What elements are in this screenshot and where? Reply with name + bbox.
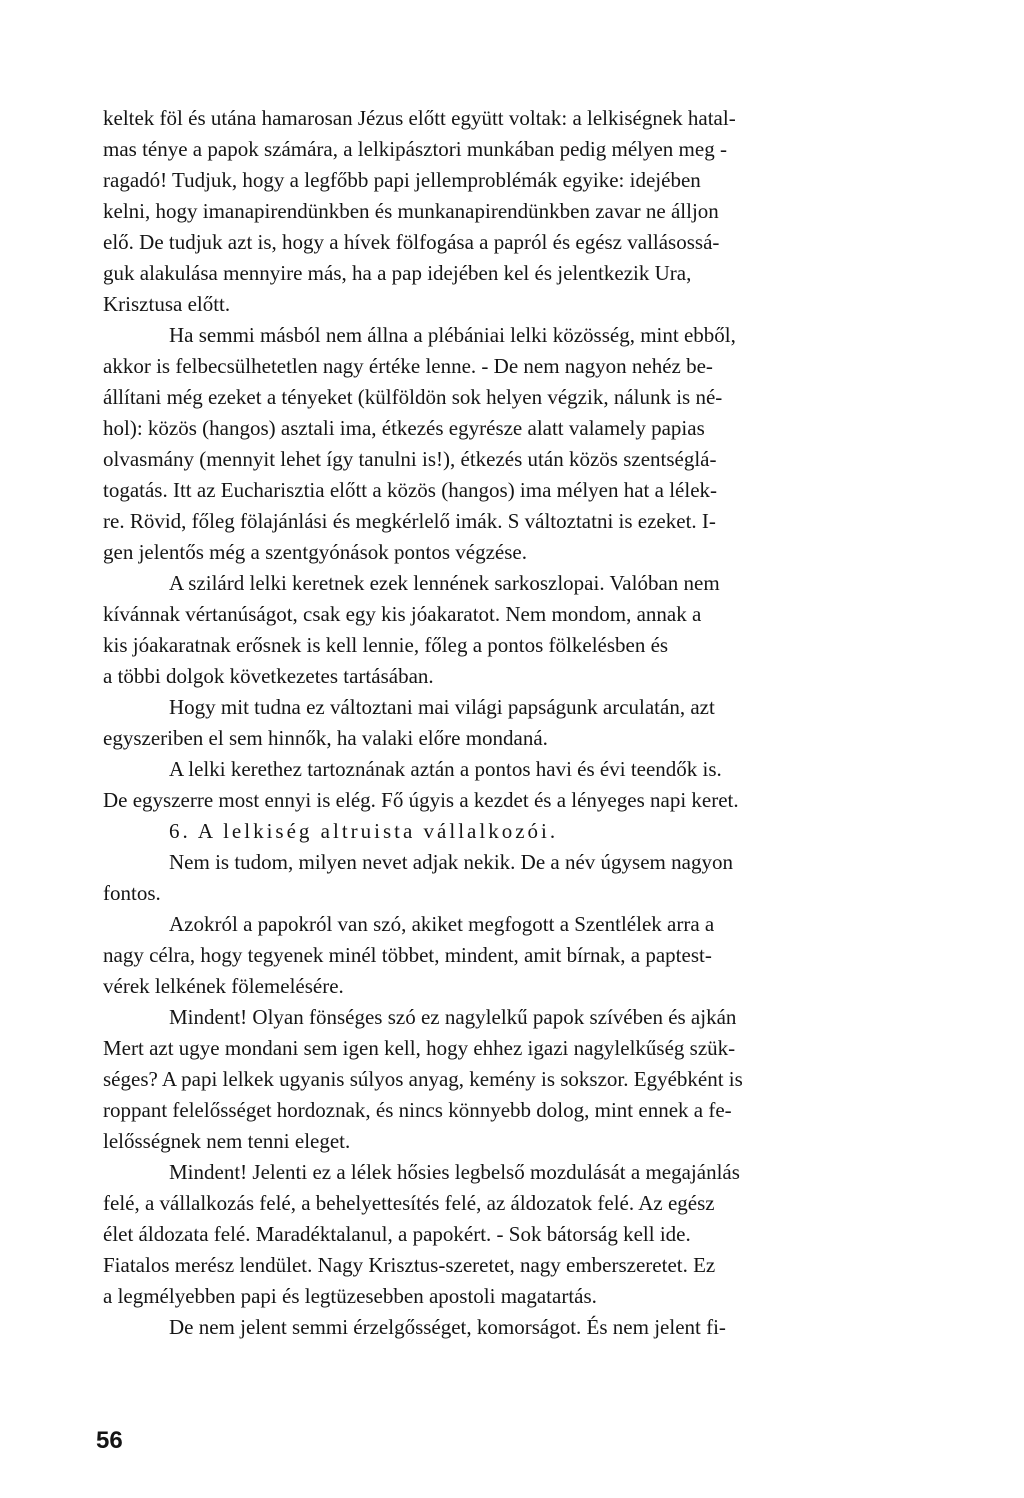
paragraph-start-line: Mindent! Jelenti ez a lélek hősies legbelső mozdulását a megajánlás bbox=[169, 1160, 740, 1184]
text-line: keltek föl és utána hamarosan Jézus előtt együtt voltak: a lelkiségnek hatal- bbox=[103, 106, 736, 130]
text-line: ragadó! Tudjuk, hogy a legfőbb papi jellemproblémák egyike: idejében bbox=[103, 168, 701, 192]
text-line: a legmélyebben papi és legtüzesebben apostoli magatartás. bbox=[103, 1284, 597, 1308]
text-line: olvasmány (mennyit lehet így tanulni is!), étkezés után közös szentséglá- bbox=[103, 447, 717, 471]
text-line: re. Rövid, főleg fölajánlási és megkérlelő imák. S változtatni is ezeket. I- bbox=[103, 509, 716, 533]
text-line: élet áldozata felé. Maradéktalanul, a papokért. - Sok bátorság kell ide. bbox=[103, 1222, 691, 1246]
paragraph-start-line: Mindent! Olyan fönséges szó ez nagylelkű papok szívében és ajkán bbox=[169, 1005, 737, 1029]
page-number: 56 bbox=[96, 1427, 123, 1454]
text-line: elő. De tudjuk azt is, hogy a hívek fölfogása a papról és egész vallásossá- bbox=[103, 230, 720, 254]
paragraph-start-line: A lelki kerethez tartoznának aztán a pontos havi és évi teendők is. bbox=[169, 757, 722, 781]
text-line: Fiatalos merész lendület. Nagy Krisztus-szeretet, nagy emberszeretet. Ez bbox=[103, 1253, 716, 1277]
text-line: De egyszerre most ennyi is elég. Fő úgyis a kezdet és a lényeges napi keret. bbox=[103, 788, 739, 812]
text-line: felé, a vállalkozás felé, a behelyettesítés felé, az áldozatok felé. Az egész bbox=[103, 1191, 715, 1215]
text-line: mas ténye a papok számára, a lelkipásztori munkában pedig mélyen meg - bbox=[103, 137, 727, 161]
text-line: kis jóakaratnak erősnek is kell lennie, főleg a pontos fölkelésben és bbox=[103, 633, 669, 657]
paragraph-start-line: A szilárd lelki keretnek ezek lennének sarkoszlopai. Valóban nem bbox=[169, 571, 720, 595]
text-line: hol): közös (hangos) asztali ima, étkezés egyrésze alatt valamely papias bbox=[103, 416, 705, 440]
text-line: nagy célra, hogy tegyenek minél többet, mindent, amit bírnak, a paptest- bbox=[103, 943, 712, 967]
text-line: vérek lelkének fölemelésére. bbox=[103, 974, 344, 998]
text-line: a többi dolgok következetes tartásában. bbox=[103, 664, 434, 688]
text-line: séges? A papi lelkek ugyanis súlyos anyag, kemény is sokszor. Egyébként is bbox=[103, 1067, 743, 1091]
text-line: Krisztusa előtt. bbox=[103, 292, 231, 316]
text-line: kelni, hogy imanapirendünkben és munkanapirendünkben zavar ne álljon bbox=[103, 199, 719, 223]
text-line: guk alakulása mennyire más, ha a pap idejében kel és jelentkezik Ura, bbox=[103, 261, 692, 285]
text-line: egyszeriben el sem hinnők, ha valaki előre mondaná. bbox=[103, 726, 548, 750]
paragraph-start-line: De nem jelent semmi érzelgősséget, komorságot. És nem jelent fi- bbox=[169, 1315, 726, 1339]
text-line: roppant felelősséget hordoznak, és nincs könnyebb dolog, mint ennek a fe- bbox=[103, 1098, 732, 1122]
text-line: fontos. bbox=[103, 881, 161, 905]
text-line: togatás. Itt az Eucharisztia előtt a közös (hangos) ima mélyen hat a lélek- bbox=[103, 478, 718, 502]
text-line: állítani még ezeket a tényeket (külföldön sok helyen végzik, nálunk is né- bbox=[103, 385, 723, 409]
paragraph-start-line: Ha semmi másból nem állna a plébániai lelki közösség, mint ebből, bbox=[169, 323, 736, 347]
text-line: lelősségnek nem tenni eleget. bbox=[103, 1129, 351, 1153]
text-line: akkor is felbecsülhetetlen nagy értéke lenne. - De nem nagyon nehéz be- bbox=[103, 354, 713, 378]
paragraph-start-line: Hogy mit tudna ez változtani mai világi papságunk arculatán, azt bbox=[169, 695, 715, 719]
body-text bbox=[103, 103, 933, 1343]
text-line: kívánnak vértanúságot, csak egy kis jóakaratot. Nem mondom, annak a bbox=[103, 602, 702, 626]
paragraph-start-line: Azokról a papokról van szó, akiket megfogott a Szentlélek arra a bbox=[169, 912, 715, 936]
text-line: Mert azt ugye mondani sem igen kell, hogy ehhez igazi nagylelkűség szük- bbox=[103, 1036, 736, 1060]
text-line: gen jelentős még a szentgyónások pontos végzése. bbox=[103, 540, 527, 564]
paragraph-start-line: Nem is tudom, milyen nevet adjak nekik. De a név úgysem nagyon bbox=[169, 850, 733, 874]
section-heading: 6. A lelkiség altruista vállalkozói. bbox=[169, 819, 559, 843]
